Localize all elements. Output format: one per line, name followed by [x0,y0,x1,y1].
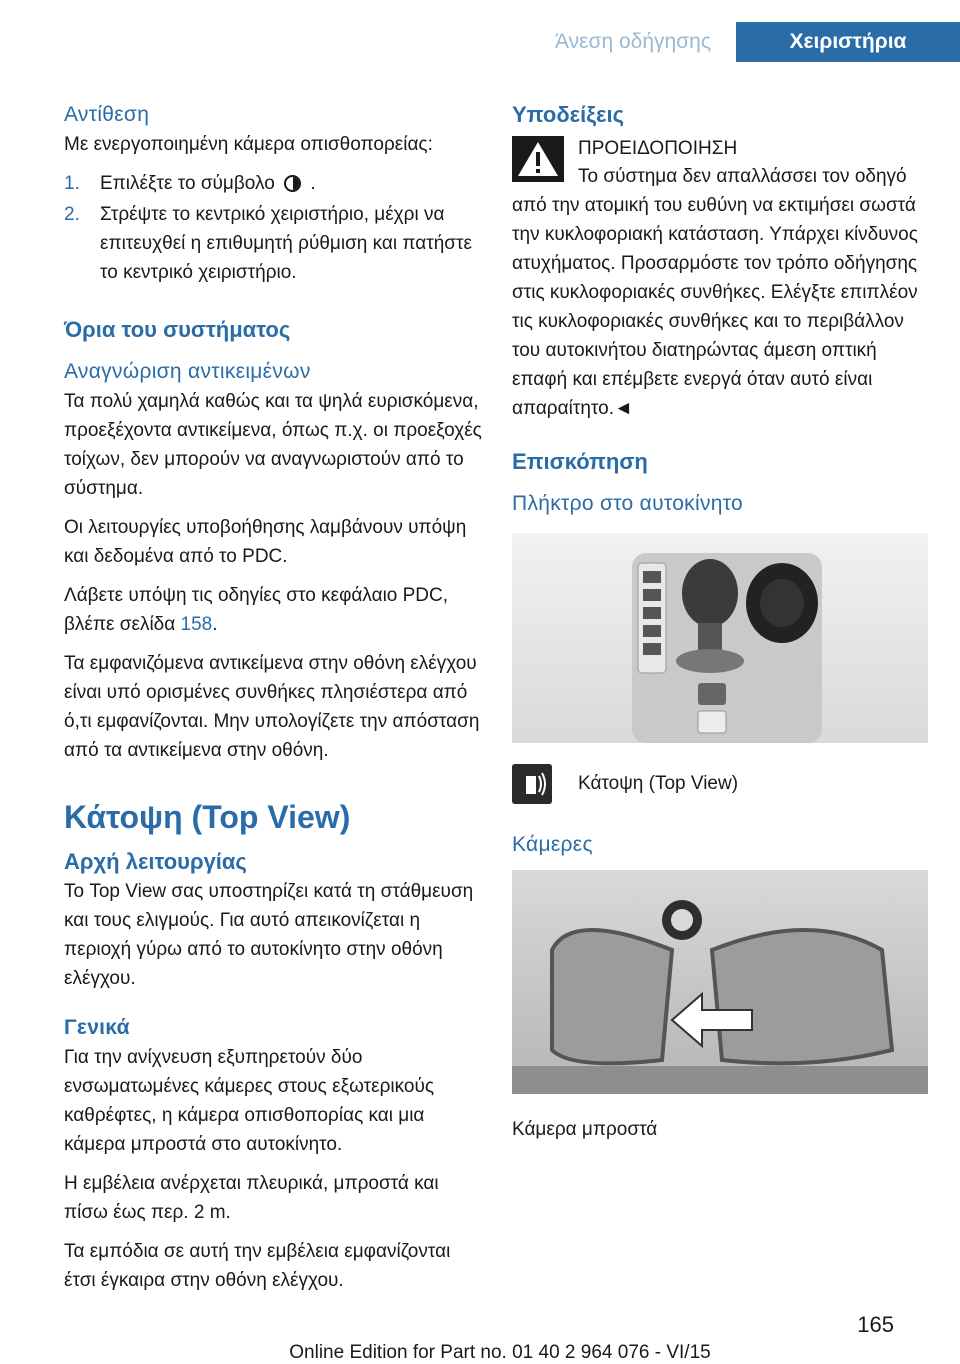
warning-title: ΠΡΟΕΙΔΟΠΟΙΗΣΗ [578,138,738,159]
heading-system-limits: Όρια του συστήματος [64,317,291,342]
contrast-icon [284,175,301,192]
heading-general: Γενικά [64,1016,130,1039]
contrast-intro: Με ενεργοποιημένη κάμερα οπισθοπορείας: [64,134,433,155]
center-console-photo [512,533,928,743]
step-text: Επιλέξτε το σύμβολο [100,173,275,194]
heading-cameras: Κάμερες [512,833,593,856]
step-number: 1. [64,173,80,194]
front-camera-caption: Κάμερα μπροστά [512,1119,658,1140]
step-text-end: . [310,173,316,194]
heading-overview: Επισκόπηση [512,449,648,474]
heading-principle: Αρχή λειτουργίας [64,849,247,874]
chapter-tab[interactable]: Χειριστήρια [736,22,960,62]
page-number: 165 [857,1312,894,1337]
page-footer [0,1312,960,1363]
warning-text: Το σύστημα δεν απαλλάσσει τον οδηγό από την ατομική του ευθύνη να εκτιμήσει σωστά την κυκλοφοριακή κατάσταση. Υπάρχει κίνδυνος ατυχήματος. Προσαρμόστε τον τρόπο οδήγησης στις κυκλοφοριακές συνθήκες. Ελέγξτε επιπλέον τις κυκλοφοριακές συνθήκες και το περιβάλλον του αυτοκινήτου διατηρώντας άμεση οπτική επαφή και επέμβετε ενεργά όταν αυτό είναι απαραίτητο.◄ [512,166,918,419]
general-para-1: Για την ανίχνευση εξυπηρετούν δύο ενσωματωμένες κάμερες στους εξωτερικούς καθρέφτες, η κάμερα οπισθοπορίας και μια κάμερα μπροστά στο αυτοκίνητο. [64,1047,435,1155]
step-number: 2. [64,204,80,225]
step-text: Στρέψτε το κεντρικό χειριστήριο, μέχρι να επιτευχθεί η επιθυμητή ρύθμιση και πατήστε το κεντρικό χειριστήριο. [100,204,473,283]
detect-para-4: Τα εμφανιζόμενα αντικείμενα στην οθόνη ελέγχου είναι υπό ορισμένες συνθήκες πλησιέστερα από ό,τι εμφανίζονται. Μην υπολογίζετε την απόσταση από τα αντικείμενα στην οθόνη. [64,653,480,761]
heading-notes: Υποδείξεις [512,102,625,127]
heading-object-detection: Αναγνώριση αντικειμένων [64,360,311,383]
step-1 [64,169,484,198]
heading-button: Πλήκτρο στο αυτοκίνητο [512,492,743,515]
warning-triangle-icon [512,136,564,182]
warning-box [512,134,932,192]
left-column [64,100,484,1305]
top-view-button-icon[interactable] [512,764,552,804]
detect-para-2: Οι λειτουργίες υποβοήθησης λαμβάνουν υπόψη και δεδομένα από το PDC. [64,517,467,567]
page-header [0,22,960,62]
step-2 [64,200,484,287]
top-view-button-row [512,764,932,808]
contrast-steps [64,169,484,287]
principle-para: Το Top View σας υποστηρίζει κατά τη στάθμευση και τους ελιγμούς. Για αυτό απεικονίζεται η περιοχή γύρω από το αυτοκίνητο στην οθόνη ελέγχου. [64,881,474,989]
edition-label: Online Edition for Part no. 01 40 2 964 076 - VI/15 [289,1342,711,1363]
section-tab[interactable]: Άνεση οδήγησης [555,30,711,53]
detect-para-1: Τα πολύ χαμηλά καθώς και τα ψηλά ευρισκόμενα, προεξέχοντα αντικείμενα, όπως π.χ. οι προεξοχές τοίχων, δεν μπορούν να αναγνωριστούν από το σύστημα. [64,391,482,499]
detect-para-3: Λάβετε υπόψη τις οδηγίες στο κεφάλαιο PDC, βλέπε σελίδα 158. [64,585,449,635]
page-link[interactable]: 158 [180,614,213,635]
heading-contrast: Αντίθεση [64,103,150,126]
heading-top-view: Κάτοψη (Top View) [64,799,351,835]
front-camera-photo [512,870,928,1094]
top-view-button-label: Κάτοψη (Top View) [578,773,739,794]
right-column [512,100,932,1154]
general-para-3: Τα εμπόδια σε αυτή την εμβέλεια εμφανίζονται έτσι έγκαιρα στην οθόνη ελέγχου. [64,1241,451,1291]
general-para-2: Η εμβέλεια ανέρχεται πλευρικά, μπροστά και πίσω έως περ. 2 m. [64,1173,439,1223]
